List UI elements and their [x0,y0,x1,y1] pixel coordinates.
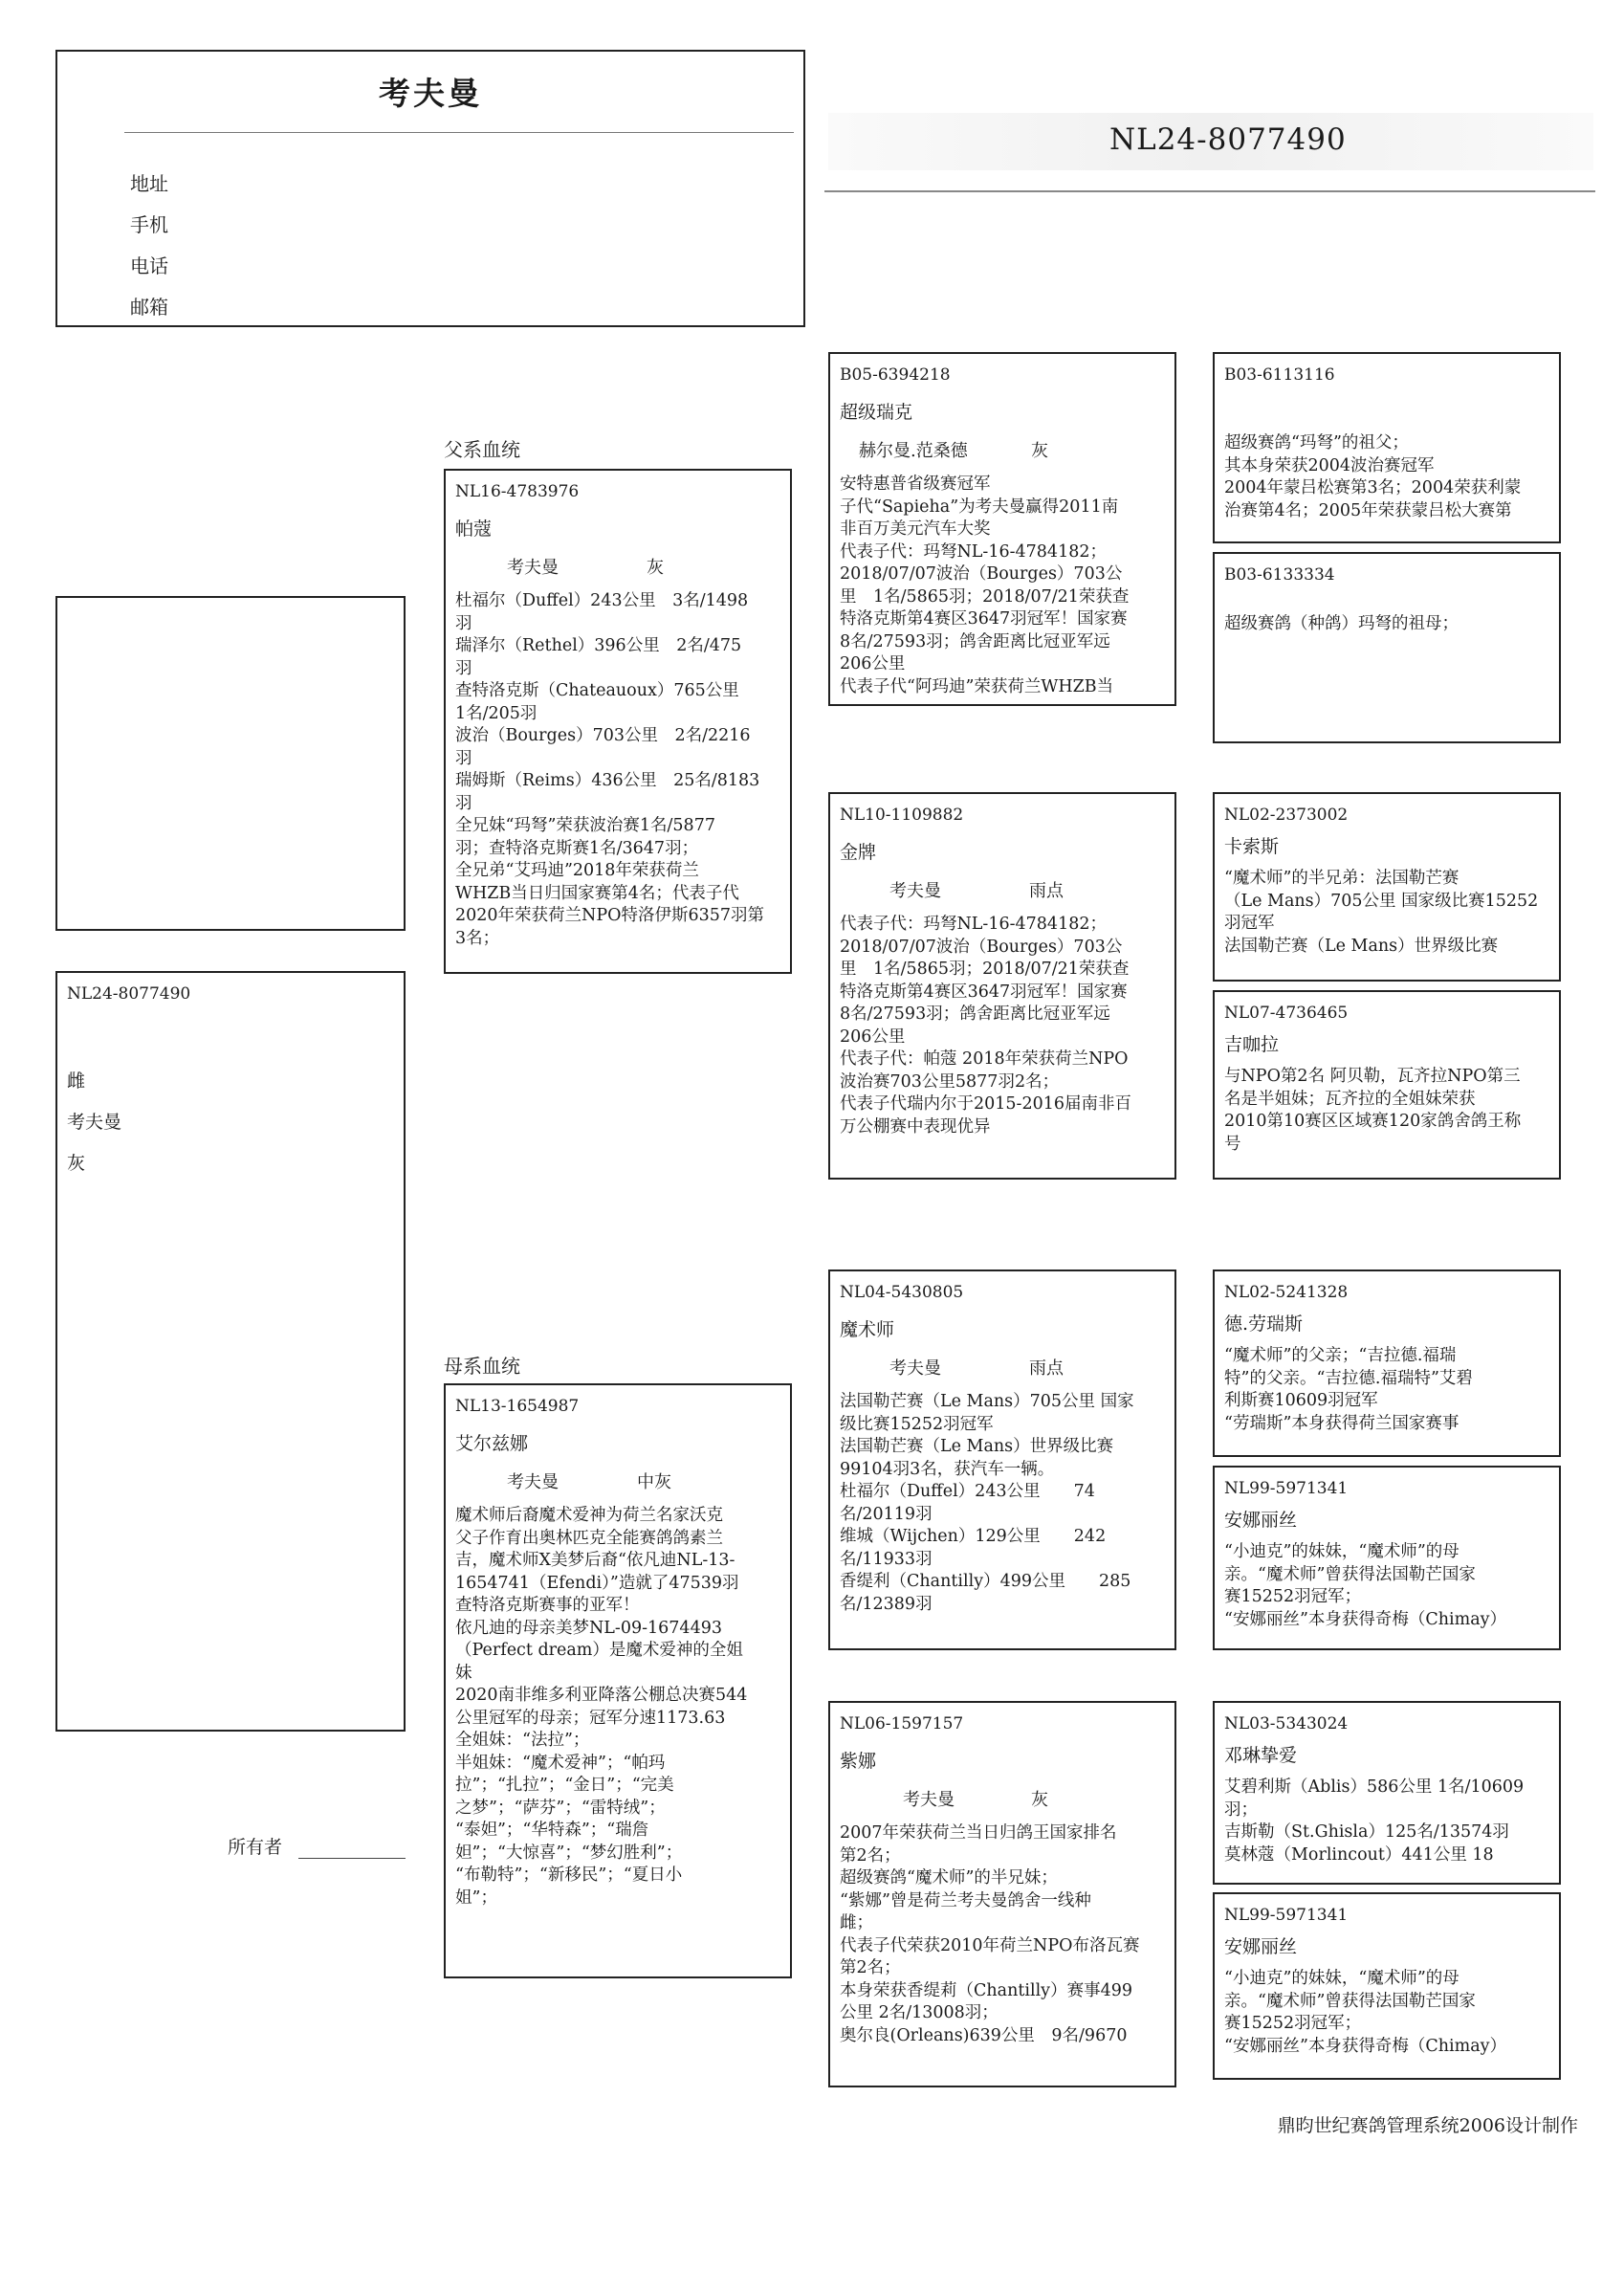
sire-sire-ring: B05-6394218 [840,365,951,385]
ddd-name: 安娜丽丝 [1224,1936,1298,1957]
dam-sire-ring: NL04-5430805 [840,1283,964,1302]
dam-color: 中灰 [637,1472,671,1492]
subject-box [55,971,406,1732]
subject-sex: 雌 [67,1071,86,1092]
dam-dam-breeder: 考夫曼 [903,1790,955,1810]
dam-dam-name: 紫娜 [840,1751,877,1772]
mobile-label: 手机 [130,213,168,236]
subject-color: 灰 [67,1153,86,1174]
ssd-notes: 超级赛鸽（种鸽）玛弩的祖母； [1224,614,1459,633]
ring-divider [824,190,1595,192]
owner-name: 考夫曼 [379,75,482,112]
dam-dam-breed-line [840,1786,1167,1811]
ssd-box [1213,552,1561,743]
dsd-ring: NL99-5971341 [1224,1479,1349,1498]
dam-breeder: 考夫曼 [507,1472,559,1492]
address-label: 地址 [130,172,168,195]
sds-notes: “魔术师”的半兄弟：法国勒芒赛 （Le Mans）705公里 国家级比赛15252 羽冠军 法国勒芒赛（Le Mans）世界级比赛 [1224,869,1539,956]
dds-notes: 艾碧利斯（Ablis）586公里 1名/10609 羽； 吉斯勒（St.Ghisla）125名/13574羽 莫林蔻（Morlincout）441公里 18 [1224,1777,1525,1865]
sire-box [444,469,792,974]
dss-ring: NL02-5241328 [1224,1283,1349,1302]
sire-sire-name: 超级瑞克 [840,402,913,423]
dam-dam-notes: 2007年荣获荷兰当日归鸽王国家排名 第2名； 超级赛鸽“魔术师”的半兄妹； “紫娜”曾是荷兰考夫曼鸽舍一线种 雌； 代表子代荣获2010年荷兰NPO布洛瓦赛 第2名； 本身荣获香缇莉（Chantilly）赛事499 公里 2名/13008羽； 奥尔良(Orleans)639公里 9名/9670 [840,1823,1140,2045]
dam-sire-color: 雨点 [1029,1358,1064,1379]
dam-breed-line [455,1468,782,1493]
dam-line-label: 母系血统 [444,1355,520,1378]
sire-dam-breeder: 考夫曼 [889,881,941,901]
sire-sire-color: 灰 [1031,441,1048,461]
dss-name: 德.劳瑞斯 [1224,1314,1304,1335]
sire-line-label: 父系血统 [444,438,520,461]
dam-sire-breeder: 考夫曼 [889,1358,941,1379]
dam-dam-color: 灰 [1031,1790,1048,1810]
sire-dam-name: 金牌 [840,842,877,863]
owner-info-box [55,50,805,327]
dsd-notes: “小迪克”的妹妹，“魔术师”的母 亲。“魔术师”曾获得法国勒芒国家 赛15252羽冠军； “安娜丽丝”本身获得奇梅（Chimay） [1224,1542,1507,1629]
sire-dam-notes: 代表子代：玛弩NL-16-4784182； 2018/07/07波治（Bourges）703公 里 1名/5865羽；2018/07/21荣获查 特洛克斯第4赛区3647羽冠军！国家赛 8名/27593羽；鸽舍距离比冠亚军远 206公里 代表子代：帕蔻 2018年荣获荷兰NPO 波治赛703公里5877羽2名； 代表子代瑞内尔于2015-2016届南非百 万公棚赛中表现优异 [840,915,1131,1137]
sire-breed-line [455,554,782,579]
owner-sign-label: 所有者 [228,1837,283,1858]
sire-color: 灰 [647,558,664,578]
dam-notes: 魔术师后裔魔术爱神为荷兰名家沃克 父子作育出奥林匹克全能赛鸽鸽素兰 吉，魔术师X美梦后裔“依凡迪NL-13- 1654741（Efendi）”造就了47539羽 查特洛克斯赛事的亚军！ 依凡迪的母亲美梦NL-09-1674493 （Perfect dream）是魔术爱神的全姐 妹 2020南非维多利亚降落公棚总决赛544 公里冠军的母亲；冠军分速1173.63 全姐妹：“法拉”； 半姐妹：“魔术爱神”；“帕玛 拉”；“扎拉”；“金日”；“完美 之梦”；“萨芬”；“雷特绒”； “泰妲”；“华特森”；“瑞詹 妲”；“大惊喜”；“梦幻胜利”； “布勒特”；“新移民”；“夏日小 姐”； [455,1506,748,1908]
ddd-notes: “小迪克”的妹妹，“魔术师”的母 亲。“魔术师”曾获得法国勒芒国家 赛15252羽冠军； “安娜丽丝”本身获得奇梅（Chimay） [1224,1969,1507,2056]
sire-ring: NL16-4783976 [455,482,580,501]
sds-name: 卡索斯 [1224,836,1280,857]
ddd-box [1213,1892,1561,2080]
sds-ring: NL02-2373002 [1224,806,1349,825]
sire-sire-box [828,352,1176,706]
sire-dam-color: 雨点 [1029,881,1064,901]
sire-name: 帕蔻 [455,519,493,540]
sire-notes: 杜福尔（Duffel）243公里 3名/1498 羽 瑞泽尔（Rethel）396公里 2名/475 羽 查特洛克斯（Chateauoux）765公里 1名/205羽 波治（Bourges）703公里 2名/2216 羽 瑞姆斯（Reims）436公里 25名/8183 羽 全兄妹“玛弩”荣获波治赛1名/5877 羽；查特洛克斯赛1名/3647羽； 全兄弟“艾玛迪”2018年荣获荷兰 WHZB当日归国家赛第4名；代表子代 2020年荣获荷兰NPO特洛伊斯6357羽第 3名； [455,591,765,948]
dam-dam-box [828,1701,1176,2087]
sire-dam-box [828,792,1176,1180]
sdd-name: 吉咖拉 [1224,1034,1280,1055]
ring-number: NL24-8077490 [1109,122,1347,157]
dss-notes: “魔术师”的父亲；“吉拉德.福瑞 特”的父亲。“吉拉德.福瑞特”艾碧 利斯赛10609羽冠军 “劳瑞斯”本身获得荷兰国家赛事 [1224,1346,1473,1433]
email-label: 邮箱 [130,296,168,319]
sire-sire-notes: 安特惠普省级赛冠军 子代“Sapieha”为考夫曼赢得2011南 非百万美元汽车大奖 代表子代：玛弩NL-16-4784182； 2018/07/07波治（Bourges）703公 里 1名/5865羽；2018/07/21荣获查 特洛克斯第4赛区3647羽冠军！国家赛 8名/27593羽；鸽舍距离比冠亚军远 206公里 代表子代“阿玛迪”荣获荷兰WHZB当 [840,475,1130,696]
phone-label: 电话 [130,254,168,277]
sire-dam-breed-line [840,877,1167,902]
dsd-name: 安娜丽丝 [1224,1510,1298,1531]
sds-box [1213,792,1561,982]
dam-dam-ring: NL06-1597157 [840,1714,964,1733]
owner-divider [124,132,794,133]
sire-sire-breed-line [840,437,1167,462]
dam-sire-notes: 法国勒芒赛（Le Mans）705公里 国家 级比赛15252羽冠军 法国勒芒赛（Le Mans）世界级比赛 99104羽3名，获汽车一辆。 杜福尔（Duffel）243公里 74 名/20119羽 维城（Wijchen）129公里 242 名/11933羽 香缇利（Chantilly）499公里 285 名/12389羽 [840,1392,1134,1614]
dam-box [444,1383,792,1978]
sire-dam-ring: NL10-1109882 [840,806,964,825]
dds-box [1213,1701,1561,1885]
sire-breeder: 考夫曼 [507,558,559,578]
sdd-box [1213,990,1561,1180]
subject-breeder: 考夫曼 [67,1112,122,1133]
dds-ring: NL03-5343024 [1224,1714,1349,1733]
sss-notes: 超级赛鸽“玛弩”的祖父； 其本身荣获2004波治赛冠军 2004年蒙吕松赛第3名；2004荣获利蒙 治赛第4名；2005年荣获蒙吕松大赛第 [1224,433,1522,520]
ssd-ring: B03-6133334 [1224,565,1335,585]
dam-sire-box [828,1269,1176,1650]
certificate-footer: 鼎昀世纪赛鸽管理系统2006设计制作 [1277,2115,1578,2136]
dsd-box [1213,1466,1561,1650]
sss-ring: B03-6113116 [1224,365,1335,385]
dds-name: 邓琳挚爱 [1224,1745,1298,1766]
ddd-ring: NL99-5971341 [1224,1906,1349,1925]
sss-box [1213,352,1561,543]
dam-sire-name: 魔术师 [840,1319,895,1340]
photo-box [55,596,406,931]
dam-ring: NL13-1654987 [455,1397,580,1416]
sdd-ring: NL07-4736465 [1224,1004,1349,1023]
dam-name: 艾尔兹娜 [455,1433,529,1454]
sdd-notes: 与NPO第2名 阿贝勒，瓦齐拉NPO第三 名是半姐妹；瓦齐拉的全姐妹荣获 2010第10赛区区域赛120家鸽舍鸽王称 号 [1224,1067,1522,1154]
dam-sire-breed-line [840,1355,1167,1380]
sire-sire-breeder: 赫尔曼.范桑德 [859,441,968,461]
dss-box [1213,1269,1561,1457]
owner-sign-line [298,1858,406,1859]
subject-ring: NL24-8077490 [67,984,191,1004]
